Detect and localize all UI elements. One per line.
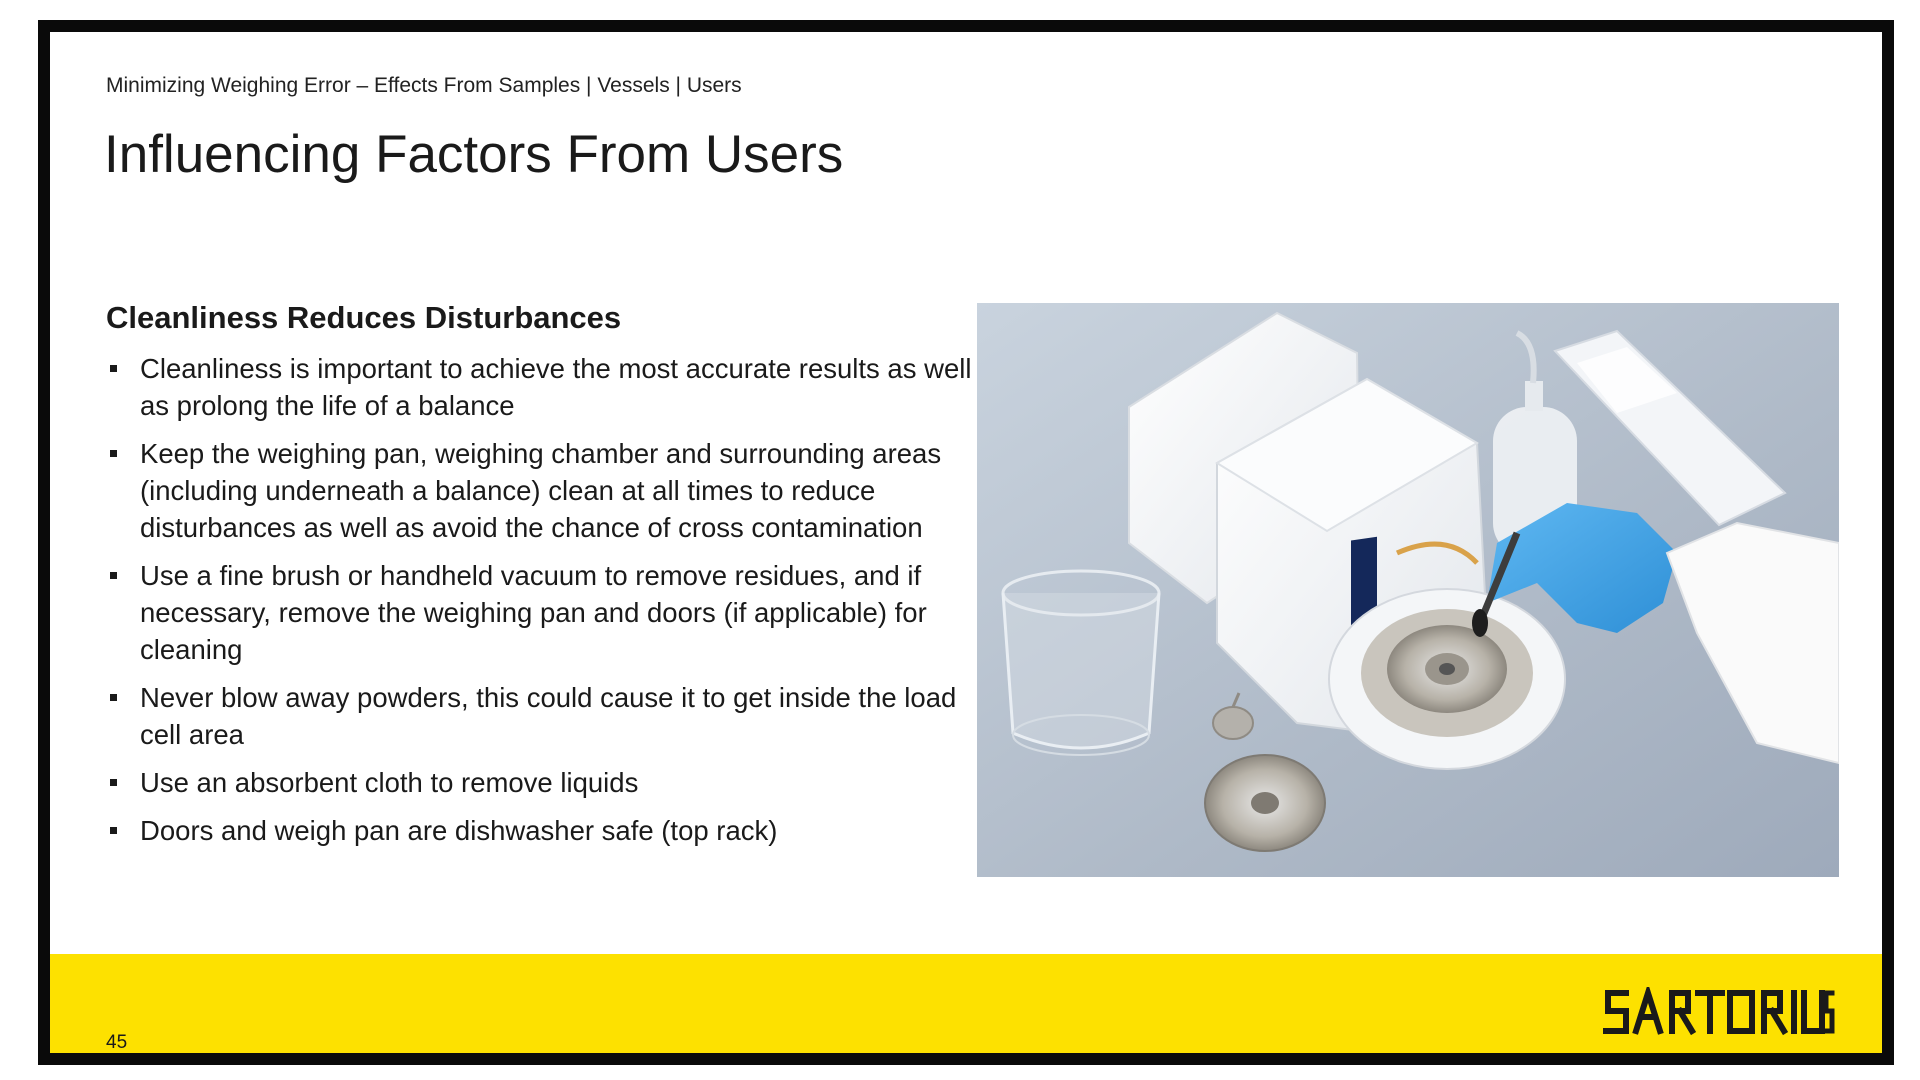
bullet-square-icon	[110, 450, 117, 457]
bullet-text: Use a fine brush or handheld vacuum to remove residues, and if necessary, remove the weighing pan and doors (if applicable) for cleaning	[140, 560, 927, 665]
bullet-text: Use an absorbent cloth to remove liquids	[140, 767, 639, 798]
bullet-square-icon	[110, 694, 117, 701]
bullet-text: Cleanliness is important to achieve the most accurate results as well as prolong the life of a balance	[140, 353, 972, 421]
bullet-text: Never blow away powders, this could cause it to get inside the load cell area	[140, 682, 957, 750]
sartorius-logo	[1600, 987, 1835, 1037]
section-subheading: Cleanliness Reduces Disturbances	[106, 300, 622, 335]
bullet-item	[106, 350, 986, 424]
bullet-square-icon	[110, 572, 117, 579]
balance-cleaning-photo	[977, 303, 1839, 877]
bullet-item	[106, 812, 986, 849]
slide-frame	[38, 20, 1894, 1065]
breadcrumb: Minimizing Weighing Error – Effects From Samples | Vessels | Users	[106, 74, 742, 97]
page-number: 45	[106, 1032, 128, 1053]
bullet-list	[106, 350, 986, 849]
sartorius-logo-icon	[1600, 987, 1835, 1037]
bullet-item	[106, 435, 986, 546]
bullet-item	[106, 764, 986, 801]
page-title: Influencing Factors From Users	[104, 125, 844, 184]
bullet-square-icon	[110, 779, 117, 786]
bullet-square-icon	[110, 827, 117, 834]
bullet-square-icon	[110, 365, 117, 372]
content-block	[106, 300, 986, 860]
bullet-text: Keep the weighing pan, weighing chamber and surrounding areas (including underneath a balance) clean at all times to reduce disturbances as well as avoid the chance of cross contamination	[140, 438, 942, 543]
bullet-text: Doors and weigh pan are dishwasher safe (top rack)	[140, 815, 778, 846]
bullet-item	[106, 557, 986, 668]
bullet-item	[106, 679, 986, 753]
